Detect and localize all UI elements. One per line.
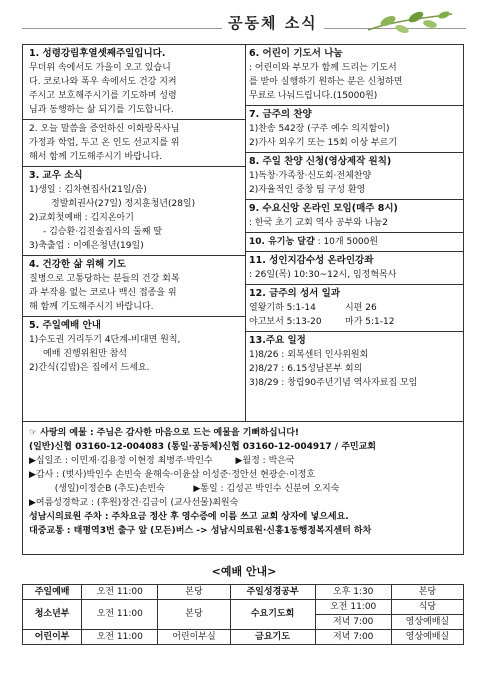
section-8-line: 2)자율적인 중창 팀 구성 환영	[249, 185, 366, 195]
section-9-line: : 한국 초기 교회 역사 공부와 나눔2	[249, 218, 388, 228]
worship-table	[22, 584, 464, 645]
table-cell: 주일성경공부	[230, 585, 315, 600]
reading-text: 마가 5:1-12	[345, 317, 395, 327]
section-1-line: 님과 동행하는 삶 되기를 기도합니다.	[29, 105, 174, 115]
transit-line: 대중교통 : 태평역3번 출구 앞 (모든)버스 -> 성남시의료원·신흥1동행정복지센터 하차	[29, 526, 372, 536]
section-8-line: 1)독창·가족창·신도회·전체찬양	[249, 171, 372, 181]
table-cell: 식당	[391, 600, 463, 615]
table-cell: 어린이부	[23, 630, 82, 645]
section-6	[245, 45, 463, 106]
table-cell: 본당	[158, 600, 230, 630]
section-4	[23, 256, 245, 317]
section-5	[23, 317, 245, 377]
section-13-line: 3)8/29 : 창립90주년기념 역사자료집 모임	[249, 378, 418, 388]
table-cell: 오후 1:30	[315, 585, 391, 600]
reading-text: 야고보서 5:13-20	[249, 317, 322, 327]
section-5-line: 예배 진행위원만 참석	[43, 349, 127, 359]
section-7-title: 7. 금주의 찬양	[249, 109, 312, 120]
table-row	[23, 585, 464, 600]
table-cell: 어린이부실	[158, 630, 230, 645]
section-10-text: : 10개 5000원	[317, 237, 379, 247]
table-cell: 오전 11:00	[315, 600, 391, 615]
table-cell: 주일예배	[23, 585, 82, 600]
section-1-line: 다. 코로나와 폭우 속에서도 건강 지켜	[29, 77, 177, 87]
section-4-line: 질병으로 고통당하는 분들의 건강 회복	[29, 274, 180, 284]
section-13-line: 1)8/26 : 외복센터 인사위원회	[249, 350, 369, 360]
table-row	[23, 630, 464, 645]
section-5-line: 1)수도권 거리두기 4단계-비대면 원칙,	[29, 335, 181, 345]
section-13-line: 2)8/27 : 6.15성남본부 회의	[249, 364, 363, 374]
header	[22, 10, 466, 38]
section-3-title: 3. 교우 소식	[29, 170, 83, 181]
section-9-title: 9. 수요신앙 온라인 모임(매주 8시)	[249, 203, 398, 214]
table-cell: 금요기도	[230, 630, 315, 645]
table-cell: 오전 11:00	[82, 630, 158, 645]
section-8	[245, 153, 463, 200]
memorial-line	[29, 482, 457, 496]
section-4-line: 해 함께 기도해주시기 바랍니다.	[29, 302, 154, 312]
tithe-line	[29, 454, 457, 468]
bible-school-line: ▶여름성경학교 : (후원)장건·김금이 (교사선물)최원숙	[29, 498, 239, 508]
section-12	[245, 285, 463, 332]
section-11-title: 11. 성인지감수성 온라인강좌	[249, 255, 374, 266]
parking-line: 성남시의료원 주차 : 주차요금 정산 후 영수증에 이름 쓰고 교회 상자에 넣으세요.	[29, 512, 349, 522]
section-11-line: : 26일(목) 10:30~12시, 임정혁목사	[249, 270, 397, 280]
section-10-title: 10. 유기농 달걀	[249, 237, 315, 247]
section-12-title: 12. 금주의 성서 일과	[249, 288, 340, 299]
section-3	[23, 167, 245, 256]
section-4-title: 4. 건강한 삶 위해 기도	[29, 259, 126, 270]
section-13	[245, 332, 463, 392]
table-row	[23, 600, 464, 615]
monthly-text: ▶월정 : 박은국	[235, 456, 295, 466]
reading-row	[249, 315, 457, 329]
table-cell: 본당	[391, 585, 463, 600]
section-3-line: - 김승환·김진솔집사의 둘째 딸	[43, 227, 163, 237]
section-1-line: 주시고 보호해주시기를 기도하며 성령	[29, 91, 177, 101]
table-cell: 청소년부	[23, 600, 82, 630]
section-5-title: 5. 주일예배 안내	[29, 320, 101, 331]
section-2-line: 2. 오늘 말씀을 증언하신 이화랑목사님	[29, 124, 180, 134]
section-6-title: 6. 어린이 기도서 나눔	[249, 48, 343, 59]
section-1-title: 1. 성령강림후열셋째주일입니다.	[29, 48, 166, 59]
section-6-line: 무료로 나눠드립니다.(15000원)	[249, 91, 378, 101]
section-1	[23, 45, 245, 120]
reading-text: 열왕기하 5:1-14	[249, 303, 316, 313]
section-3-line: 1)생일 : 김차현집사(21일/음)	[29, 185, 147, 195]
offering-heading: ☞ 사랑의 예물 : 주님은 감사한 마음으로 드는 예물을 기뻐하십니다!	[29, 428, 300, 438]
table-cell: 영상예배실	[391, 615, 463, 630]
memorial-text: (생일)이정순B (추도)손빈숙	[54, 484, 165, 494]
section-7-line: 2)가사 외우기 또는 15회 이상 부르기	[249, 138, 398, 148]
section-6-line: : 어린이와 부모가 함께 드리는 기도서	[249, 63, 397, 73]
reading-text: 시편 26	[345, 303, 377, 313]
reading-row	[249, 301, 457, 315]
news-frame	[22, 44, 464, 422]
section-9	[245, 200, 463, 233]
section-2-line: 해서 함께 기도해주시기 바랍니다.	[29, 152, 163, 162]
page-title: 공동체 소식	[222, 12, 324, 33]
section-3-line: 2)교회첫예배 : 김지온아기	[29, 213, 134, 223]
section-5-line: 2)간식(김밥)은 집에서 드세요.	[29, 363, 150, 373]
worship-heading: <예배 안내>	[211, 565, 277, 578]
section-3-line: 3)축출업 : 이예은청년(19일)	[29, 241, 144, 251]
bank-accounts: (일반)신협 03160-12-004083 (통일·공동체)신협 03160-12-004917 / 주민교회	[29, 442, 376, 452]
table-cell: 본당	[158, 585, 230, 600]
section-4-line: 과 부작용 없는 코로나 백신 접종을 위	[29, 288, 177, 298]
section-2	[23, 120, 245, 167]
section-7-line: 1)찬송 542장 (구주 예수 의지함이)	[249, 124, 390, 134]
section-3-line: 정발희권사(27일) 정지훈청년(28일)	[51, 199, 196, 209]
section-13-title: 13.주요 일정	[249, 335, 306, 346]
table-cell: 수요기도회	[230, 600, 315, 630]
section-8-title: 8. 주일 찬양 신청(영상제작 원칙)	[249, 156, 392, 167]
section-2-line: 가정과 학업, 두고 온 인도 선교지를 위	[29, 138, 180, 148]
left-column	[23, 45, 246, 421]
section-11	[245, 252, 463, 285]
offering-box	[22, 422, 464, 555]
right-column	[245, 45, 463, 421]
tithe-text: ▶십일조 : 이민재·김용정 이현정 최병주·박인수	[29, 456, 213, 466]
section-10	[245, 233, 463, 252]
thanks-line: ▶감사 : (벗사)박인수 손빈숙 윤해숙·이윤삼 이성준·정안선 현광순·이정호	[29, 470, 316, 480]
table-cell: 오전 11:00	[82, 585, 158, 600]
table-cell: 영상예배실	[391, 630, 463, 645]
table-cell: 오전 11:00	[82, 600, 158, 630]
section-6-line: 를 받아 실행하기 원하는 분은 신청하면	[249, 77, 403, 87]
table-cell: 저녁 7:00	[315, 615, 391, 630]
leaf-decoration-icon	[366, 10, 454, 36]
table-cell: 저녁 7:00	[315, 630, 391, 645]
section-1-line: 무더위 속에서도 가을이 오고 있습니	[29, 63, 171, 73]
unification-text: ▶통일 : 김성곤 박인수 신분여 오지숙	[193, 484, 340, 494]
section-7	[245, 106, 463, 153]
